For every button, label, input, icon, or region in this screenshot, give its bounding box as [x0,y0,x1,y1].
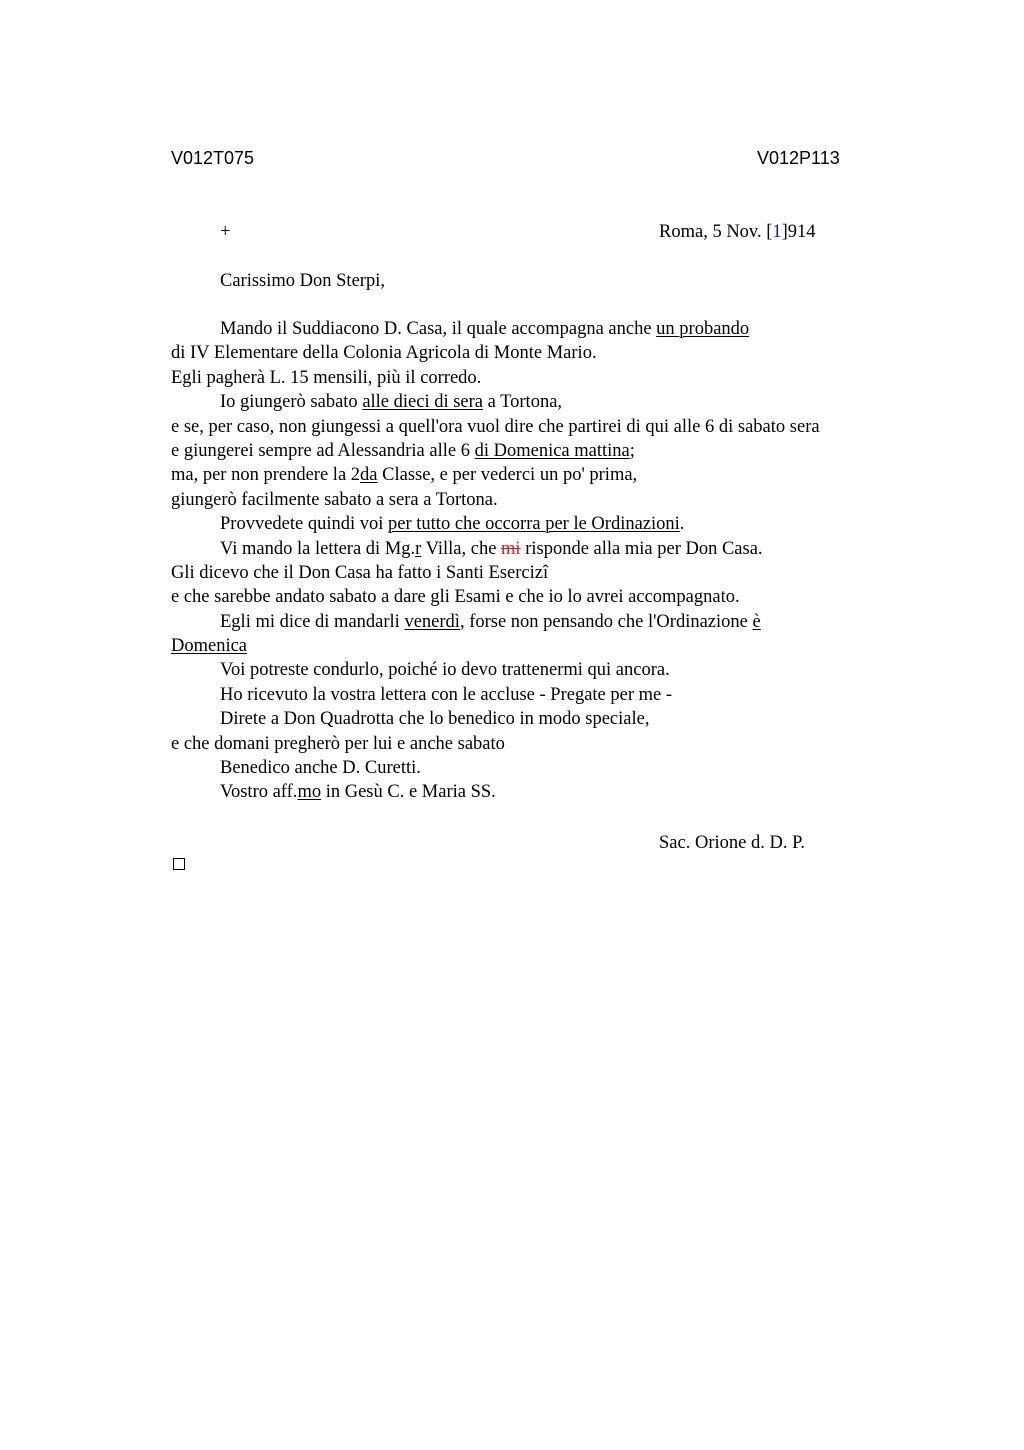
salutation: Carissimo Don Sterpi, [220,271,385,291]
body-line-20: Vostro aff.mo in Gesù C. e Maria SS. [220,782,496,803]
body-line-11: Gli dicevo che il Don Casa ha fatto i Santi Esercizi [171,562,549,583]
body-line-15: Voi potreste condurlo, poiché io devo trattenermi qui ancora. [220,660,670,681]
letter-body [171,317,931,805]
end-box-icon [173,858,185,870]
body-line-2: di IV Elementare della Colonia Agricola di Monte Mario. [171,343,597,364]
document-code-left: V012T075 [171,148,255,168]
body-line-9: Provvedete quindi voi per tutto che occorra per le Ordinazioni. [220,514,685,535]
body-line-14: Domenica [171,636,248,657]
document-code-right: V012P113 [757,148,840,168]
body-line-8: giungerò facilmente sabato a sera a Tortona. [171,489,498,510]
date-prefix: Roma, 5 Nov. [ [659,222,773,242]
body-line-5: e se, per caso, non giungessi a quell'ora vuol dire che partirei di qui alle 6 di sabato sera [171,416,820,437]
body-line-17: Direte a Don Quadrotta che lo benedico in modo speciale, [220,709,650,730]
date-suffix: ]914 [781,222,816,242]
body-line-1: Mando il Suddiacono D. Casa, il quale accompagna anche un probando [220,319,750,339]
body-line-18: e che domani pregherò per lui e anche sabato [171,733,505,754]
body-line-3: Egli pagherà L. 15 mensili, più il corredo. [171,367,482,388]
struck-word: mi [501,538,521,559]
cross-symbol: + [220,222,231,242]
signature: Sac. Orione d. D. P. [659,833,805,853]
body-line-4: Io giungerò sabato alle dieci di sera a Tortona, [220,392,563,413]
body-line-16: Ho ricevuto la vostra lettera con le accluse - Pregate per me - [220,684,673,705]
body-line-7: ma, per non prendere la 2da Classe, e per vederci un po' prima, [171,465,638,486]
date-bracket-digit: 1 [772,222,782,242]
body-line-10: Vi mando la lettera di Mg.r Villa, che mi risponde alla mia per Don Casa. [220,538,763,559]
body-line-13: Egli mi dice di mandarli venerdì, forse non pensando che l'Ordinazione è [220,611,761,632]
body-line-19: Benedico anche D. Curetti. [220,758,421,779]
letter-date [659,220,816,244]
body-line-6: e giungerei sempre ad Alessandria alle 6 di Domenica mattina; [171,440,635,461]
body-line-12: e che sarebbe andato sabato a dare gli Esami e che io lo avrei accompagnato. [171,587,740,608]
